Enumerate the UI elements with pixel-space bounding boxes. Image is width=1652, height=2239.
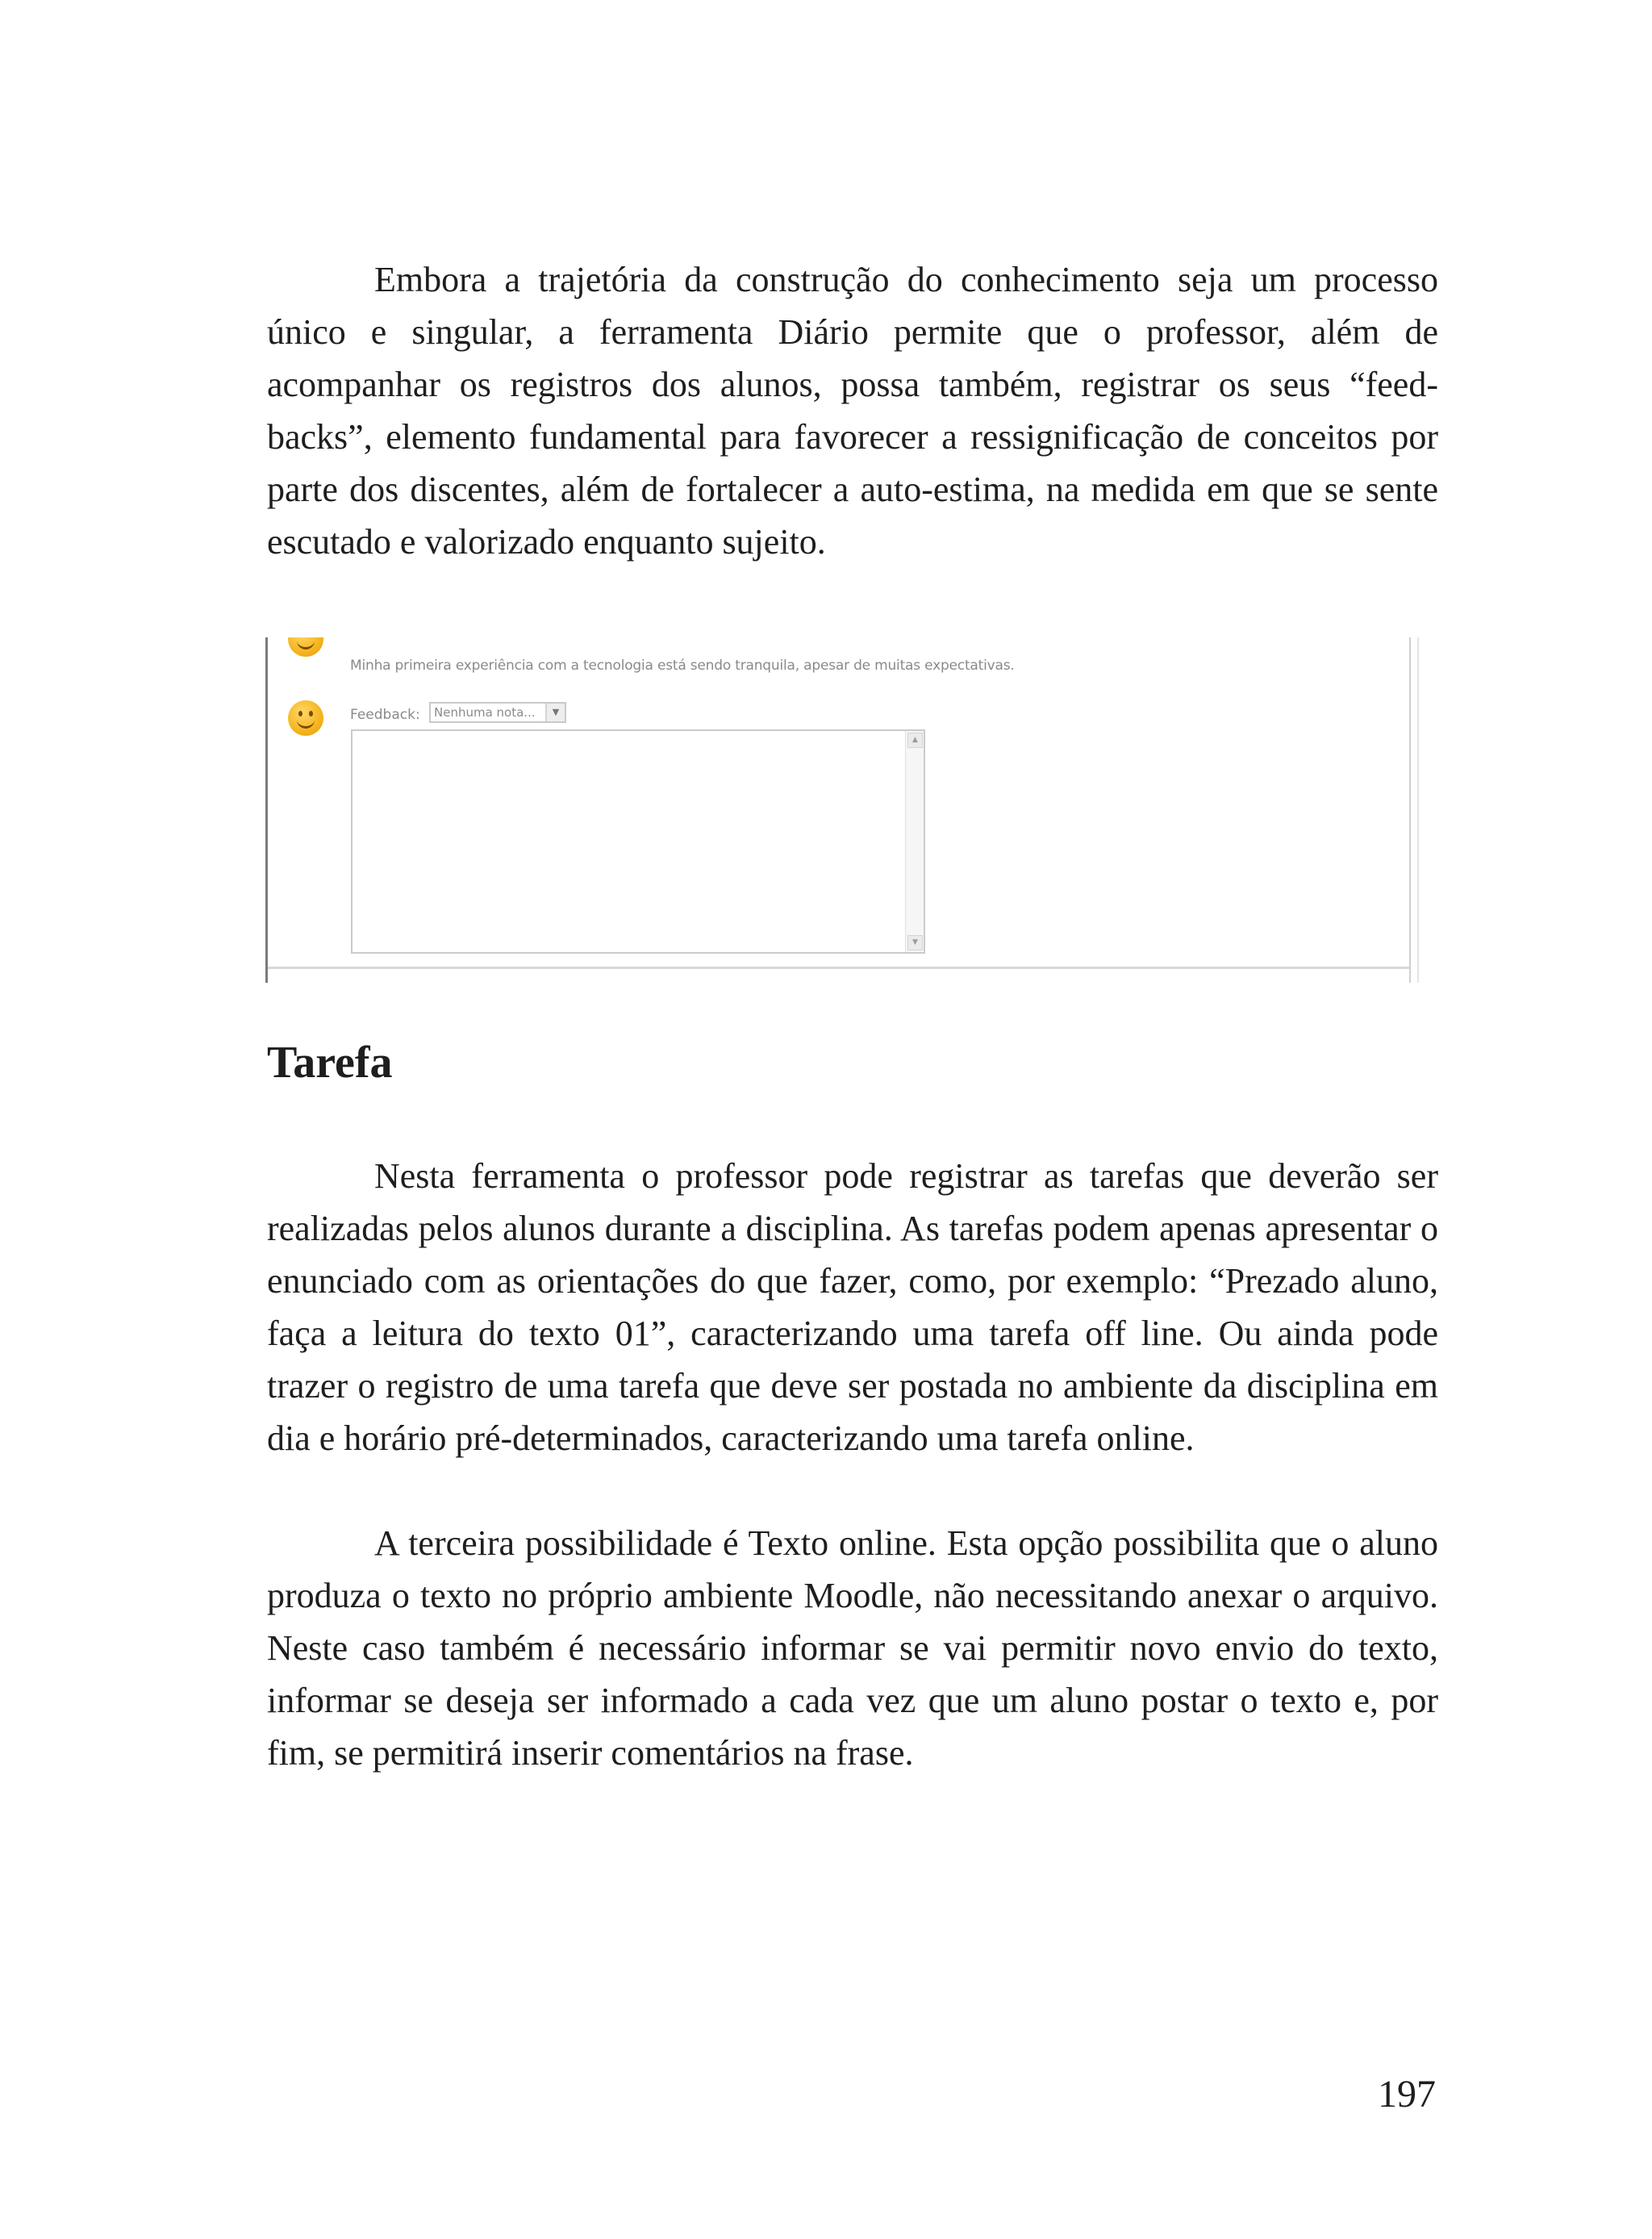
- triangle-down-icon[interactable]: ▼: [907, 935, 923, 950]
- feedback-select-value: Nenhuma nota...: [434, 705, 536, 720]
- body-paragraph-2: Nesta ferramenta o professor pode registrar as tarefas que deverão ser realizadas pelos alunos durante a disciplina. As tarefas podem apenas apresentar o enunciado com as orientações do que fazer, como, por exemplo: “Prezado aluno, faça a leitura do texto 01”, caracterizando uma tarefa off line. Ou ainda pode trazer o registro de uma tarefa que deve ser postada no ambiente da disciplina em dia e horário pré-determinados, caracterizando uma tarefa online.: [267, 1156, 1438, 1458]
- feedback-grade-select[interactable]: [429, 702, 566, 723]
- chevron-down-icon[interactable]: ▼: [545, 704, 565, 721]
- smiley-icon: [288, 637, 323, 657]
- smiley-icon: [288, 700, 323, 736]
- figure-right-border: [1409, 637, 1411, 983]
- section-title: Tarefa: [267, 1038, 393, 1088]
- figure-right-border-outer: [1417, 637, 1419, 983]
- figure-left-border: [265, 637, 268, 983]
- page-number: 197: [1378, 2073, 1436, 2116]
- feedback-textarea[interactable]: [351, 729, 925, 954]
- figure-bottom-border: [268, 967, 1409, 969]
- textarea-scrollbar[interactable]: [905, 731, 924, 952]
- body-paragraph-1: Embora a trajetória da construção do conhecimento seja um processo único e singular, a ferramenta Diário permite que o professor, além de acompanhar os registros dos alunos, possa também, registrar os seus “feed-backs”, elemento fundamental para favorecer a ressignificação de conceitos por parte dos discentes, além de fortalecer a auto-estima, na medida em que se sente escutado e valorizado enquanto sujeito.: [267, 260, 1438, 562]
- body-paragraph-3: A terceira possibilidade é Texto online. Esta opção possibilita que o aluno produza o texto no próprio ambiente Moodle, não necessitando anexar o arquivo. Neste caso também é necessário informar se vai permitir novo envio do texto, informar se deseja ser informado a cada vez que um aluno postar o texto e, por fim, se permitirá inserir comentários na frase.: [267, 1523, 1438, 1773]
- diary-entry-text: Minha primeira experiência com a tecnologia está sendo tranquila, apesar de muitas expectativas.: [350, 658, 1015, 674]
- triangle-up-icon[interactable]: ▲: [907, 733, 923, 748]
- diary-feedback-screenshot: [265, 637, 1420, 983]
- feedback-label: Feedback:: [350, 707, 420, 723]
